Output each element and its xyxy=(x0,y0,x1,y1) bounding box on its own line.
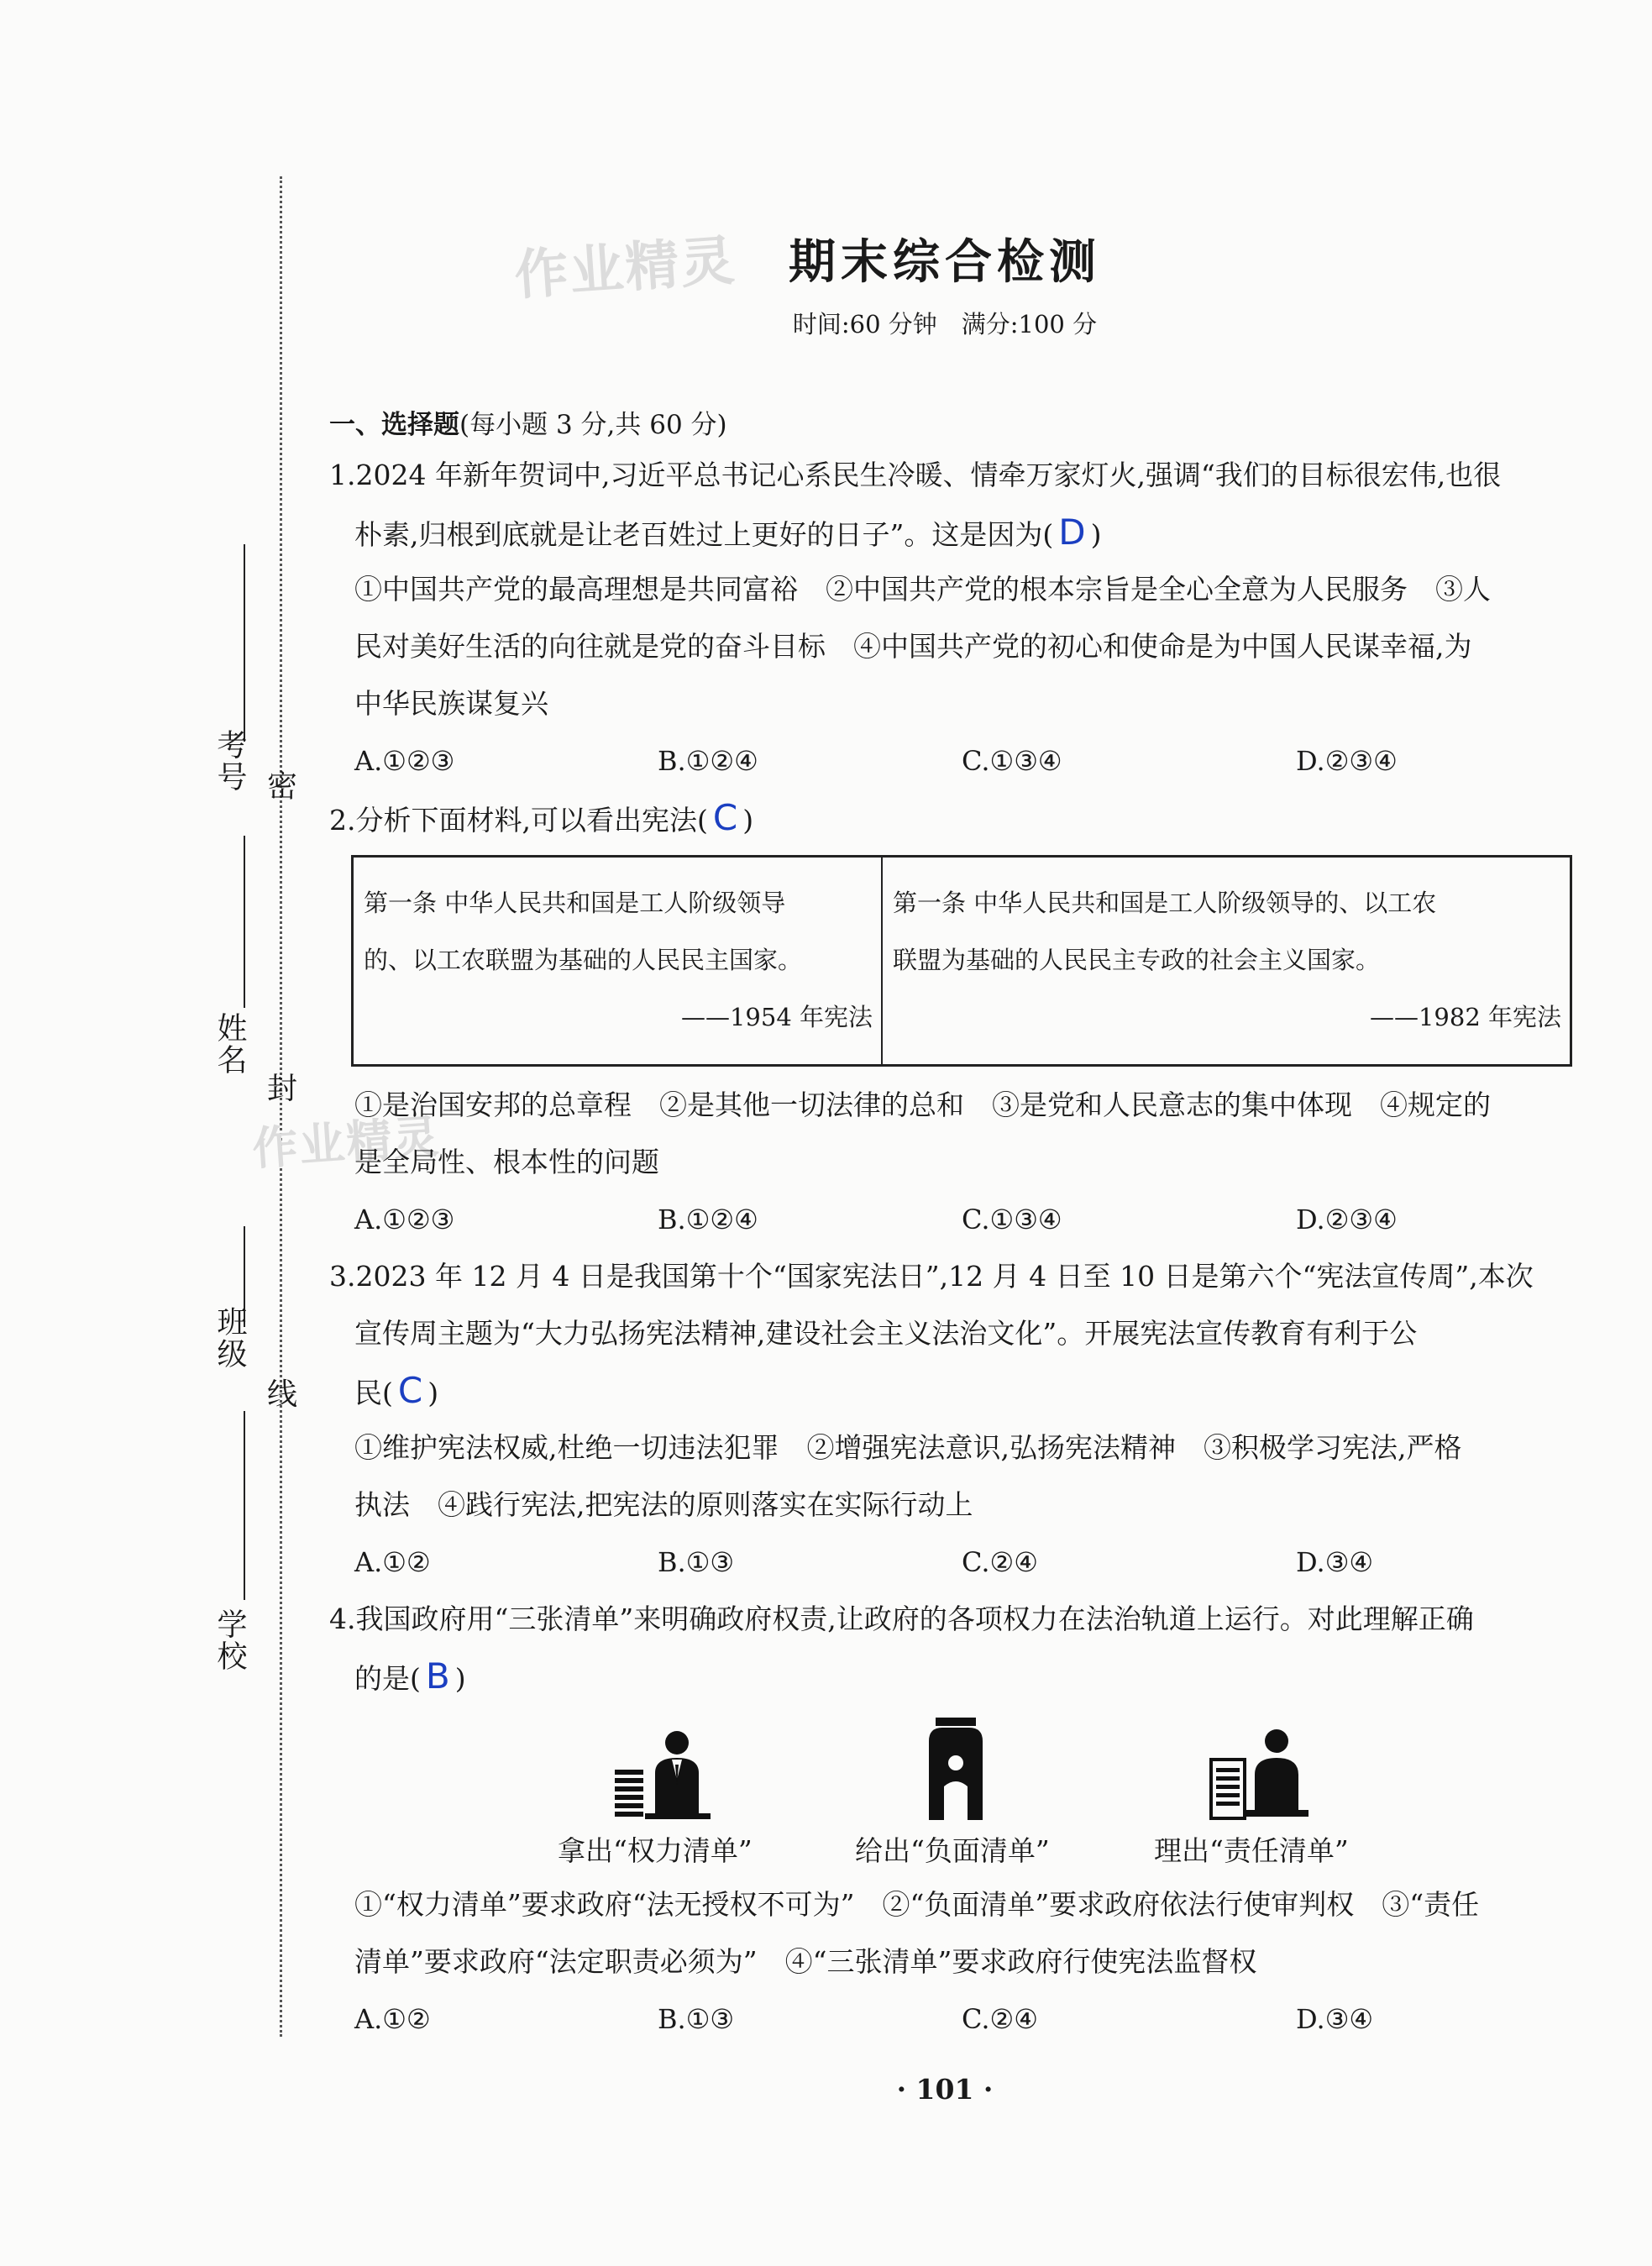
responsibility-list-person-icon xyxy=(1209,1726,1310,1823)
q2-statement-line2: 是全局性、根本性的问题 xyxy=(354,1146,659,1178)
q2-option-d: D.②③④ xyxy=(1296,1204,1398,1235)
name-label: 姓名 xyxy=(212,1012,247,1076)
figure-label-power-list: 拿出“权力清单” xyxy=(558,1834,753,1867)
constitution-comparison-table xyxy=(351,855,1572,1067)
q3-stem-line2: 宣传周主题为“大力弘扬宪法精神,建设社会主义法治文化”。开展宪法宣传教育有利于公 xyxy=(354,1317,1418,1350)
q1-statement-line1: ①中国共产党的最高理想是共同富裕 ②中国共产党的根本宗旨是全心全意为人民服务 ③人 xyxy=(354,573,1491,606)
q1-statement-line2: 民对美好生活的向往就是党的奋斗目标 ④中国共产党的初心和使命是为中国人民谋幸福,为 xyxy=(354,630,1472,663)
q4-option-c: C.②④ xyxy=(962,2003,1038,2035)
table-cell-1982 xyxy=(883,858,1570,1064)
school-blank xyxy=(244,1411,245,1600)
page-title: 期末综合检测 xyxy=(789,235,1101,290)
q2-option-a: A.①②③ xyxy=(354,1204,455,1235)
q4-stem-line1: 4.我国政府用“三张清单”来明确政府权责,让政府的各项权力在法治轨道上运行。对此理解正确 xyxy=(329,1602,1474,1635)
q3-option-c: C.②④ xyxy=(962,1546,1038,1578)
cell-1982-line1: 第一条 中华人民共和国是工人阶级领导的、以工农 xyxy=(893,889,1437,917)
q2-option-c: C.①③④ xyxy=(962,1204,1062,1235)
class-label: 班级 xyxy=(212,1306,247,1370)
figure-label-responsibility-list: 理出“责任清单” xyxy=(1154,1834,1349,1867)
exam-number-label: 考号 xyxy=(212,729,247,793)
q3-option-b: B.①③ xyxy=(658,1546,735,1578)
q3-stem-line1: 3.2023 年 12 月 4 日是我国第十个“国家宪法日”,12 月 4 日至 10 日是第六个“宪法宣传周”,本次 xyxy=(329,1260,1534,1293)
q4-statement-line2: 清单”要求政府“法定职责必须为” ④“三张清单”要求政府行使宪法监督权 xyxy=(354,1945,1257,1978)
q3-close-paren: ) xyxy=(427,1377,439,1409)
seal-word-feng: 封 xyxy=(267,1072,298,1106)
q1-option-d: D.②③④ xyxy=(1296,745,1398,777)
section-note: (每小题 3 分,共 60 分) xyxy=(459,410,727,440)
q2-statement-line1: ①是治国安邦的总章程 ②是其他一切法律的总和 ③是党和人民意志的集中体现 ④规定的 xyxy=(354,1088,1491,1121)
q1-option-c: C.①③④ xyxy=(962,745,1062,777)
q1-option-b: B.①②④ xyxy=(658,745,758,777)
q3-option-a: A.①② xyxy=(354,1546,431,1578)
q1-stem-line2 xyxy=(354,504,1101,564)
q3-statement-line2: 执法 ④践行宪法,把宪法的原则落实在实际行动上 xyxy=(354,1488,973,1521)
figure-label-negative-list: 给出“负面清单” xyxy=(855,1834,1050,1867)
cell-1954-line1: 第一条 中华人民共和国是工人阶级领导 xyxy=(364,889,786,917)
q3-answer: C xyxy=(397,1370,423,1411)
q2-close-paren: ) xyxy=(742,804,754,837)
power-list-person-icon xyxy=(611,1726,712,1823)
cell-1954-line2: 的、以工农联盟为基础的人民民主国家。 xyxy=(364,946,803,974)
section-name: 一、选择题 xyxy=(329,410,459,440)
q4-option-d: D.③④ xyxy=(1296,2003,1374,2035)
q3-option-d: D.③④ xyxy=(1296,1546,1374,1578)
negative-list-person-icon xyxy=(922,1716,989,1823)
q4-close-paren: ) xyxy=(454,1662,466,1695)
q1-option-a: A.①②③ xyxy=(354,745,455,777)
q4-answer: B xyxy=(425,1655,450,1697)
name-blank xyxy=(244,836,245,1008)
seal-word-xian: 线 xyxy=(267,1377,298,1412)
q1-stem-text: 朴素,归根到底就是让老百姓过上更好的日子”。这是因为( xyxy=(354,518,1054,551)
q3-stem-text: 民( xyxy=(354,1377,393,1409)
q1-answer: D xyxy=(1058,511,1086,553)
q2-option-b: B.①②④ xyxy=(658,1204,758,1235)
q4-stem-text: 的是( xyxy=(354,1662,421,1695)
q4-option-b: B.①③ xyxy=(658,2003,735,2035)
q4-option-a: A.①② xyxy=(354,2003,431,2035)
q4-statement-line1: ①“权力清单”要求政府“法无授权不可为” ②“负面清单”要求政府依法行使审判权 ③“责任 xyxy=(354,1888,1480,1921)
cell-1982-line2: 联盟为基础的人民民主专政的社会主义国家。 xyxy=(893,946,1381,974)
school-label: 学校 xyxy=(212,1608,247,1672)
table-cell-1954 xyxy=(354,858,883,1064)
q3-stem-line3 xyxy=(354,1362,438,1422)
q1-statement-line3: 中华民族谋复兴 xyxy=(354,687,548,720)
q2-stem-text: 2.分析下面材料,可以看出宪法( xyxy=(329,804,708,837)
exam-number-blank xyxy=(244,544,245,742)
section-heading xyxy=(329,403,727,441)
watermark-middle: 作业精灵 xyxy=(250,1109,443,1176)
page-number: · 101 · xyxy=(896,2073,994,2106)
q3-statement-line1: ①维护宪法权威,杜绝一切违法犯罪 ②增强宪法意识,弘扬宪法精神 ③积极学习宪法,严格 xyxy=(354,1431,1462,1464)
q4-stem-line2 xyxy=(354,1648,466,1707)
q1-close-paren: ) xyxy=(1090,518,1102,551)
seal-word-mi: 密 xyxy=(267,769,298,804)
q2-answer: C xyxy=(712,797,738,838)
exam-time-score: 时间:60 分钟 满分:100 分 xyxy=(792,310,1098,338)
q2-stem xyxy=(329,789,753,849)
cell-1982-source: ——1982 年宪法 xyxy=(1369,1003,1561,1031)
watermark-top: 作业精灵 xyxy=(512,229,738,308)
q1-stem-line1: 1.2024 年新年贺词中,习近平总书记心系民生冷暖、情牵万家灯火,强调“我们的目标很宏伟,也很 xyxy=(329,459,1502,491)
cell-1954-source: ——1954 年宪法 xyxy=(680,1003,873,1031)
